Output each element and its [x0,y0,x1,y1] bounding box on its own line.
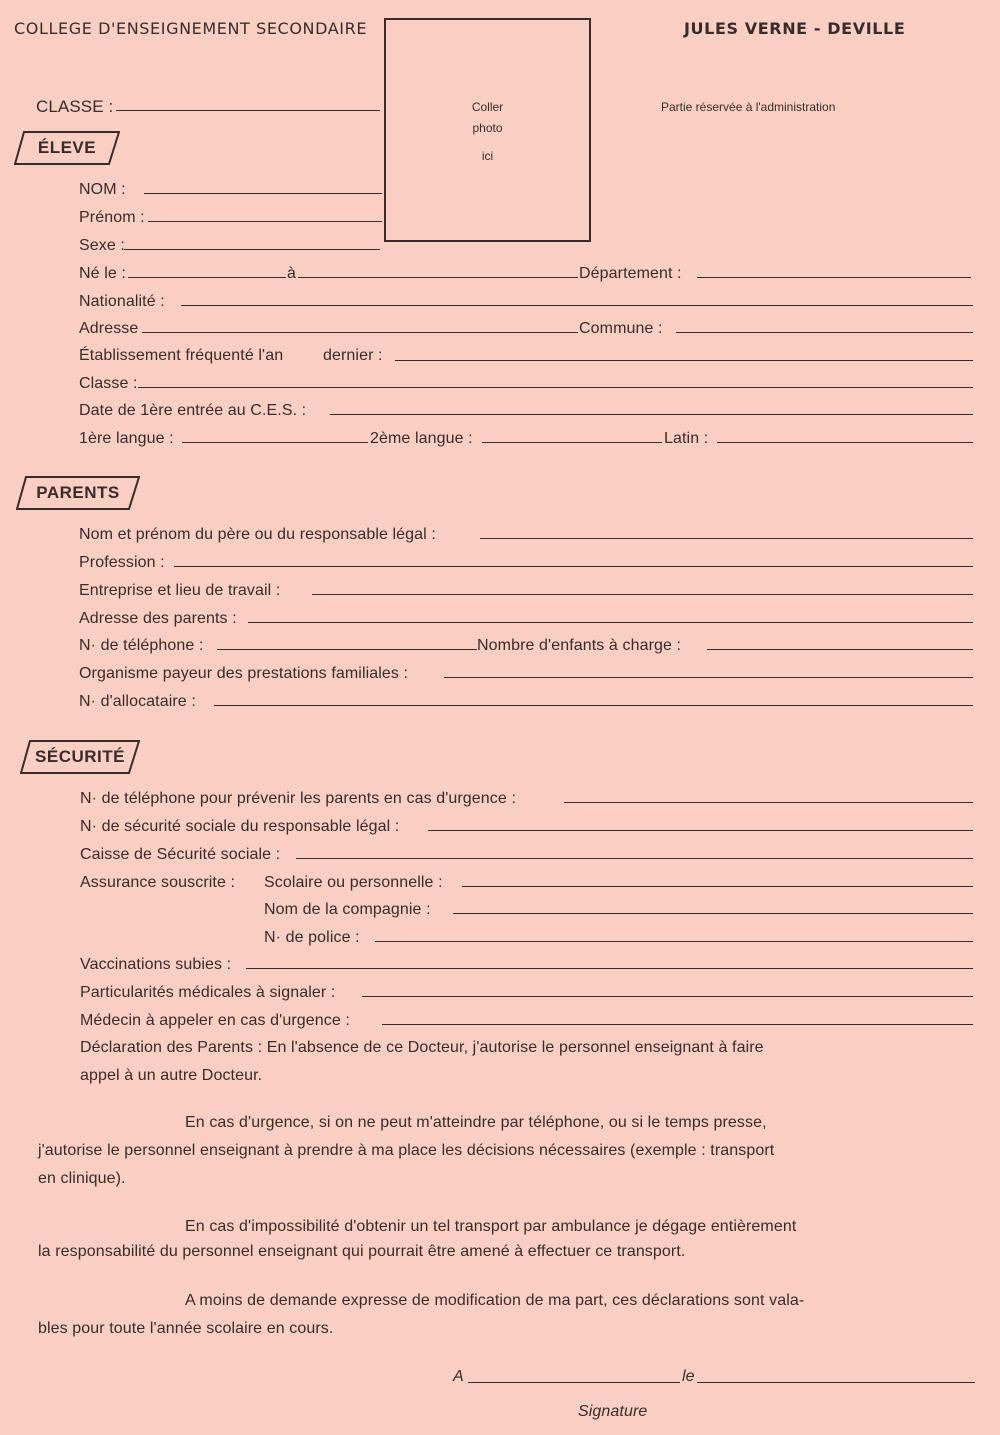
date-entree-field[interactable] [330,414,973,415]
section-securite [20,740,140,774]
nationalite-field[interactable] [181,305,973,306]
paragraph1-line1: En cas d'urgence, si on ne peut m'atteindre par téléphone, ou si le temps presse, [185,1114,767,1131]
scolaire-label: Scolaire ou personnelle : [264,874,443,891]
declaration-line1: Déclaration des Parents : En l'absence de ce Docteur, j'autorise le personnel enseignant à faire [80,1039,764,1056]
caisse-field[interactable] [296,858,973,859]
etablissement-field[interactable] [395,360,973,361]
compagnie-field[interactable] [453,913,973,914]
adresse-parents-field[interactable] [248,622,973,623]
photo-text-1: Coller [471,100,504,114]
tel-urgence-field[interactable] [564,802,973,803]
allocataire-field[interactable] [214,705,973,706]
signature-place-label: A [453,1368,464,1385]
vaccinations-field[interactable] [246,968,973,969]
paragraph3-line2: bles pour toute l'année scolaire en cours. [38,1320,334,1337]
nom-label: NOM : [79,181,126,198]
nom-pere-field[interactable] [480,538,973,539]
dernier-label: dernier : [323,347,383,364]
latin-label: Latin : [664,430,709,447]
sexe-label: Sexe : [79,237,125,254]
profession-label: Profession : [79,554,165,571]
paragraph2-line1: En cas d'impossibilité d'obtenir un tel transport par ambulance je dégage entièrement [185,1218,797,1235]
commune-label: Commune : [579,320,663,337]
date-entree-label: Date de 1ère entrée au C.E.S. : [79,402,307,419]
ne-le-label: Né le : [79,265,126,282]
secu-label: N· de sécurité sociale du responsable légal : [80,818,400,835]
langue2-label: 2ème langue : [370,430,473,447]
prenom-field[interactable] [148,221,382,222]
prenom-label: Prénom : [79,209,145,226]
vaccinations-label: Vaccinations subies : [80,956,232,973]
entreprise-field[interactable] [312,594,973,595]
compagnie-label: Nom de la compagnie : [264,901,431,918]
photo-box[interactable] [384,18,591,242]
signature-label: Signature [578,1403,648,1420]
nationalite-label: Nationalité : [79,293,165,310]
classe-label: CLASSE : [36,97,114,116]
medecin-field[interactable] [382,1024,973,1025]
paragraph1-line2: j'autorise le personnel enseignant à prendre à ma place les décisions nécessaires (exemple : transport [38,1142,775,1159]
lieu-field[interactable] [298,277,578,278]
section-parents [16,476,140,510]
section-eleve-label: ÉLEVE [37,138,97,157]
etablissement-label: Établissement fréquenté l'an [79,347,284,364]
departement-label: Département : [579,265,682,282]
secu-field[interactable] [428,830,973,831]
organisme-label: Organisme payeur des prestations familiales : [79,665,409,682]
adresse-parents-label: Adresse des parents : [79,610,237,627]
scolaire-field[interactable] [462,886,973,887]
paragraph3-line1: A moins de demande expresse de modification de ma part, ces déclarations sont vala- [185,1292,805,1309]
langue1-label: 1ère langue : [79,430,174,447]
enfants-field[interactable] [707,649,973,650]
classe-eleve-field[interactable] [138,387,973,388]
nom-pere-label: Nom et prénom du père ou du responsable légal : [79,526,436,543]
medecin-label: Médecin à appeler en cas d'urgence : [80,1012,350,1029]
paragraph2-line2: la responsabilité du personnel enseignant qui pourrait être amené à effectuer ce transport. [38,1243,686,1260]
section-eleve [14,131,120,165]
langue2-field[interactable] [482,442,662,443]
signature-place-field[interactable] [468,1382,680,1383]
adresse-field[interactable] [142,332,578,333]
classe-field[interactable] [116,110,380,111]
signature-date-field[interactable] [697,1382,975,1383]
photo-text-3: ici [481,149,494,163]
latin-field[interactable] [717,442,973,443]
lieu-label: à [287,265,296,282]
particularites-field[interactable] [362,996,973,997]
telephone-field[interactable] [217,649,477,650]
photo-text-2: photo [472,121,503,135]
ne-le-field[interactable] [128,277,286,278]
sexe-field[interactable] [124,249,380,250]
commune-field[interactable] [676,332,973,333]
organisme-field[interactable] [444,677,973,678]
declaration-line2: appel à un autre Docteur. [80,1067,263,1084]
school-name-heading: JULES VERNE - DEVILLE [684,19,906,38]
paragraph1-line3: en clinique). [38,1170,126,1187]
admin-note: Partie réservée à l'administration [661,100,836,114]
telephone-label: N· de téléphone : [79,637,204,654]
police-label: N· de police : [264,929,360,946]
caisse-label: Caisse de Sécurité sociale : [80,846,281,863]
allocataire-label: N· d'allocataire : [79,693,196,710]
assurance-label: Assurance souscrite : [80,874,236,891]
tel-urgence-label: N· de téléphone pour prévenir les parents en cas d'urgence : [80,790,516,807]
school-type-heading: COLLEGE D'ENSEIGNEMENT SECONDAIRE [14,19,368,38]
police-field[interactable] [375,941,973,942]
entreprise-label: Entreprise et lieu de travail : [79,582,281,599]
langue1-field[interactable] [182,442,368,443]
nom-field[interactable] [144,193,382,194]
profession-field[interactable] [174,566,973,567]
section-parents-label: PARENTS [36,483,120,502]
particularites-label: Particularités médicales à signaler : [80,984,336,1001]
enfants-label: Nombre d'enfants à charge : [477,637,682,654]
section-securite-label: SÉCURITÉ [35,747,125,766]
departement-field[interactable] [697,277,971,278]
signature-date-label: le [682,1368,695,1385]
classe-eleve-label: Classe : [79,375,138,392]
adresse-label: Adresse [79,320,139,337]
